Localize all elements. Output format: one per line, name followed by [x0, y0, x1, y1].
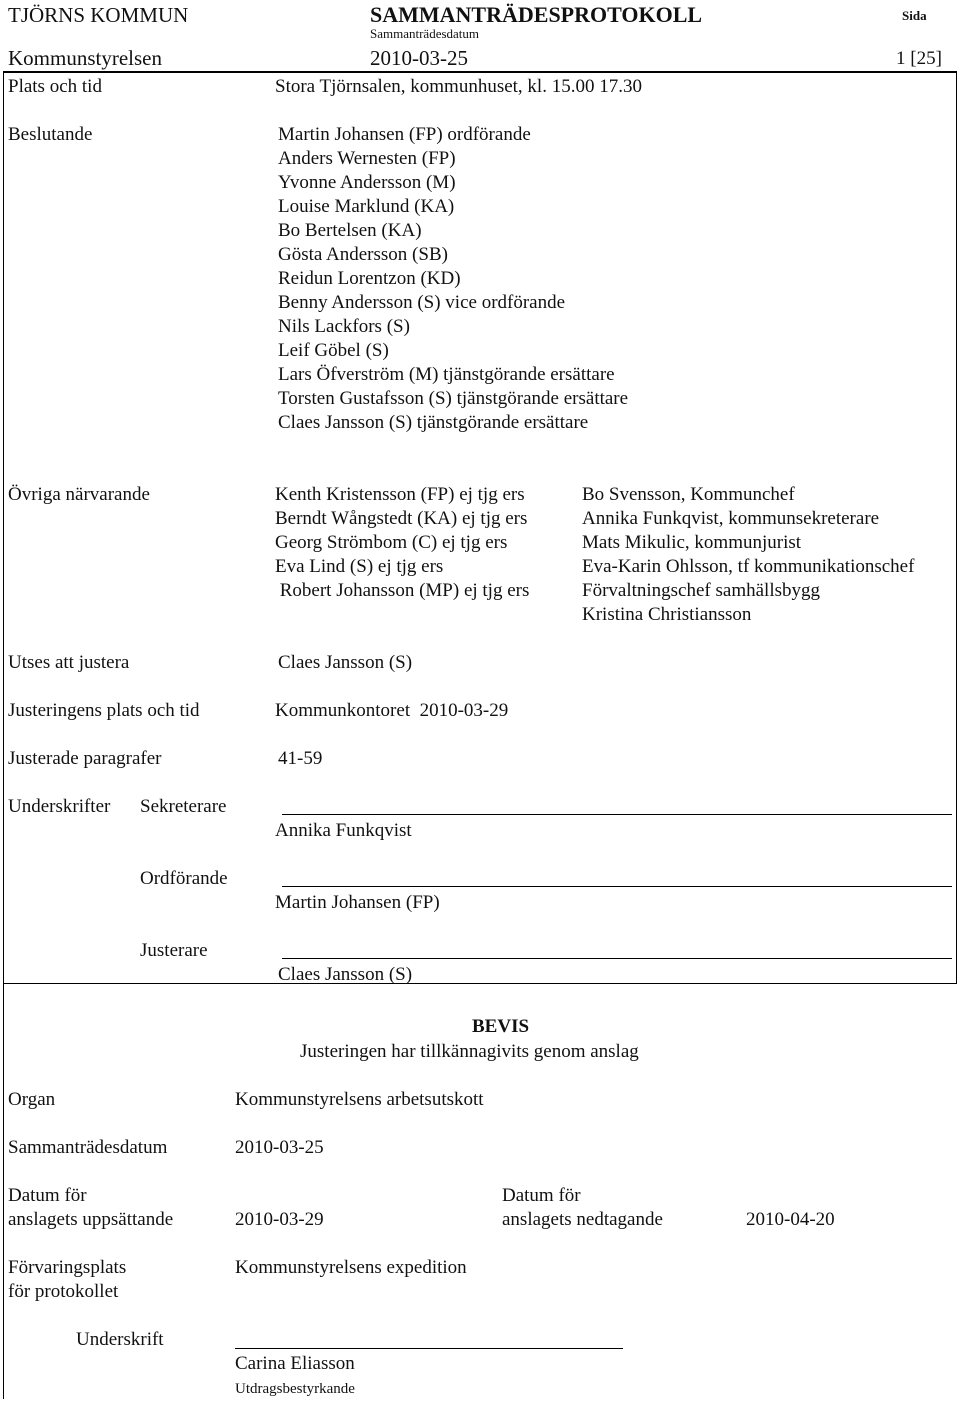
others-list-2: [582, 483, 914, 627]
bevis-title: BEVIS: [472, 1016, 530, 1037]
list-item: Claes Jansson (S) tjänstgörande ersättare: [278, 412, 589, 433]
frame-right-border: [956, 71, 957, 983]
paragraphs-value: 41-59: [278, 748, 323, 769]
deciding-list: [278, 123, 628, 435]
secretary-label: Sekreterare: [140, 796, 227, 817]
list-item: Kristina Christiansson: [582, 604, 752, 625]
bevis-signature-line: [235, 1348, 623, 1349]
organ-label: Organ: [8, 1089, 56, 1110]
place-label: Plats och tid: [8, 76, 102, 97]
adjuster-value: Claes Jansson (S): [278, 652, 413, 673]
document-title: SAMMANTRÄDESPROTOKOLL: [370, 2, 703, 27]
signatures-label: Underskrifter: [8, 796, 111, 817]
list-item: Förvaltningschef samhällsbygg: [582, 580, 820, 601]
bevis-subtitle: Justeringen har tillkännagivits genom anslag: [300, 1041, 639, 1062]
signature-adjuster-label: Justerare: [140, 940, 208, 961]
list-item: Nils Lackfors (S): [278, 316, 410, 337]
bevis-meeting-date-value: 2010-03-25: [235, 1137, 324, 1158]
list-item: Anders Wernesten (FP): [278, 148, 456, 169]
municipality-name: TJÖRNS KOMMUN: [8, 3, 189, 27]
others-label: Övriga närvarande: [8, 484, 150, 505]
posted-label-line2: anslagets uppsättande: [8, 1209, 174, 1230]
secretary-name: Annika Funkqvist: [275, 820, 412, 841]
place-value: Stora Tjörnsalen, kommunhuset, kl. 15.00 17.30: [275, 76, 642, 97]
list-item: Eva-Karin Ohlsson, tf kommunikationschef: [582, 556, 915, 577]
list-item: Robert Johansson (MP) ej tjg ers: [275, 580, 530, 601]
list-item: Torsten Gustafsson (S) tjänstgörande ersättare: [278, 388, 629, 409]
page-number: 1 [25]: [896, 48, 942, 69]
meeting-date-label: Sammanträdesdatum: [370, 26, 480, 41]
section-divider: [3, 983, 957, 984]
adjuster-label: Utses att justera: [8, 652, 130, 673]
removed-value: 2010-04-20: [746, 1209, 835, 1230]
chair-name: Martin Johansen (FP): [275, 892, 440, 913]
list-item: Benny Andersson (S) vice ordförande: [278, 292, 566, 313]
list-item: Leif Göbel (S): [278, 340, 389, 361]
list-item: Lars Öfverström (M) tjänstgörande ersättare: [278, 364, 615, 385]
adjust-place-label: Justeringens plats och tid: [8, 700, 200, 721]
header-divider: [3, 71, 957, 73]
meeting-date: 2010-03-25: [370, 46, 468, 70]
list-item: Gösta Andersson (SB): [278, 244, 448, 265]
chair-signature-line: [282, 886, 952, 887]
removed-label-line1: Datum för: [502, 1185, 581, 1206]
bevis-signature-label: Underskrift: [76, 1329, 164, 1350]
posted-value: 2010-03-29: [235, 1209, 324, 1230]
list-item: Martin Johansen (FP) ordförande: [278, 124, 531, 145]
organ-value: Kommunstyrelsens arbetsutskott: [235, 1089, 484, 1110]
others-list-1: [275, 483, 529, 603]
list-item: Kenth Kristensson (FP) ej tjg ers: [275, 484, 525, 505]
list-item: Eva Lind (S) ej tjg ers: [275, 556, 444, 577]
list-item: Annika Funkqvist, kommunsekreterare: [582, 508, 880, 529]
list-item: Yvonne Andersson (M): [278, 172, 456, 193]
list-item: Reidun Lorentzon (KD): [278, 268, 461, 289]
removed-label-line2: anslagets nedtagande: [502, 1209, 663, 1230]
adjuster-signature-line: [282, 958, 952, 959]
list-item: Bo Bertelsen (KA): [278, 220, 422, 241]
bevis-signature-name: Carina Eliasson: [235, 1353, 355, 1374]
storage-value: Kommunstyrelsens expedition: [235, 1257, 467, 1278]
chair-label: Ordförande: [140, 868, 228, 889]
signature-adjuster-name: Claes Jansson (S): [278, 964, 413, 985]
list-item: Mats Mikulic, kommunjurist: [582, 532, 802, 553]
deciding-label: Beslutande: [8, 124, 93, 145]
paragraphs-label: Justerade paragrafer: [8, 748, 162, 769]
list-item: Louise Marklund (KA): [278, 196, 455, 217]
storage-label-line1: Förvaringsplats: [8, 1257, 127, 1278]
secretary-signature-line: [282, 814, 952, 815]
storage-label-line2: för protokollet: [8, 1281, 119, 1302]
adjust-place-value: Kommunkontoret 2010-03-29: [275, 700, 509, 721]
bevis-signature-note: Utdragsbestyrkande: [235, 1381, 355, 1397]
list-item: Bo Svensson, Kommunchef: [582, 484, 795, 505]
page-label: Sida: [902, 8, 927, 23]
list-item: Georg Strömbom (C) ej tjg ers: [275, 532, 508, 553]
list-item: Berndt Wångstedt (KA) ej tjg ers: [275, 508, 528, 529]
frame-left-border: [3, 71, 4, 1399]
posted-label-line1: Datum för: [8, 1185, 87, 1206]
committee-name: Kommunstyrelsen: [8, 46, 162, 70]
bevis-meeting-date-label: Sammanträdesdatum: [8, 1137, 168, 1158]
